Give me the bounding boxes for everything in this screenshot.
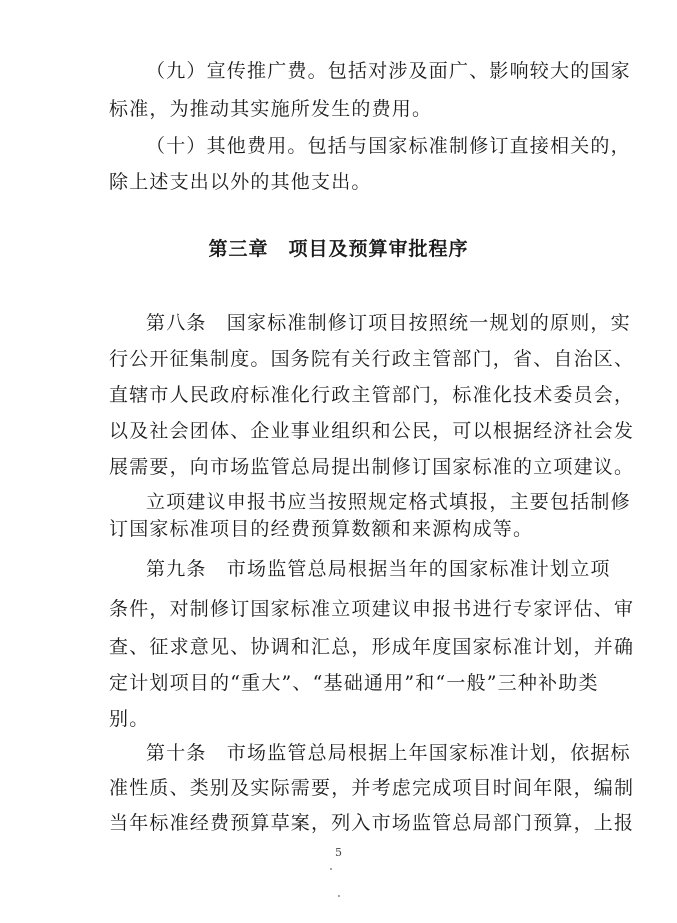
paragraph-line: 条件，对制修订国家标准立项建议申报书进行专家评估、审	[109, 598, 635, 620]
paragraph-line: 除上述支出以外的其他支出。	[109, 171, 372, 193]
paragraph-line: 直辖市人民政府标准化行政主管部门，标准化技术委员会，	[109, 384, 635, 406]
paragraph-line: 标准，为推动其实施所发生的费用。	[109, 98, 433, 120]
paragraph-line: 以及社会团体、企业事业组织和公民，可以根据经济社会发	[109, 420, 635, 442]
scan-speck	[330, 868, 332, 870]
paragraph-line: 订国家标准项目的经费预算数额和来源构成等。	[109, 518, 534, 540]
paragraph-line: 第九条 市场监管总局根据当年的国家标准计划立项	[146, 558, 611, 580]
paragraph-line: 第八条 国家标准制修订项目按照统一规划的原则，实	[146, 312, 631, 334]
paragraph-line: 准性质、类别及实际需要，并考虑完成项目时间年限，编制	[109, 777, 635, 799]
page-number: 5	[335, 846, 342, 859]
paragraph-line: 当年标准经费预算草案，列入市场监管总局部门预算，上报	[109, 812, 635, 834]
paragraph-line: 查、征求意见、协调和汇总，形成年度国家标准计划，并确	[109, 636, 635, 658]
paragraph-line: 立项建议申报书应当按照规定格式填报，主要包括制修	[146, 491, 631, 513]
chapter-heading: 第三章 项目及预算审批程序	[208, 238, 469, 260]
paragraph-line: 行公开征集制度。国务院有关行政主管部门，省、自治区、	[109, 348, 635, 370]
scan-speck	[338, 895, 340, 897]
paragraph-line: 定计划项目的“重大”、“基础通用”和“一般”三种补助类	[109, 672, 599, 694]
paragraph-line: （十）其他费用。包括与国家标准制修订直接相关的，	[146, 135, 631, 157]
paragraph-line: 第十条 市场监管总局根据上年国家标准计划，依据标	[146, 742, 631, 764]
paragraph-line: （九）宣传推广费。包括对涉及面广、影响较大的国家	[146, 60, 631, 82]
paragraph-line: 展需要，向市场监管总局提出制修订国家标准的立项建议。	[109, 456, 635, 478]
paragraph-line: 别。	[109, 708, 150, 730]
